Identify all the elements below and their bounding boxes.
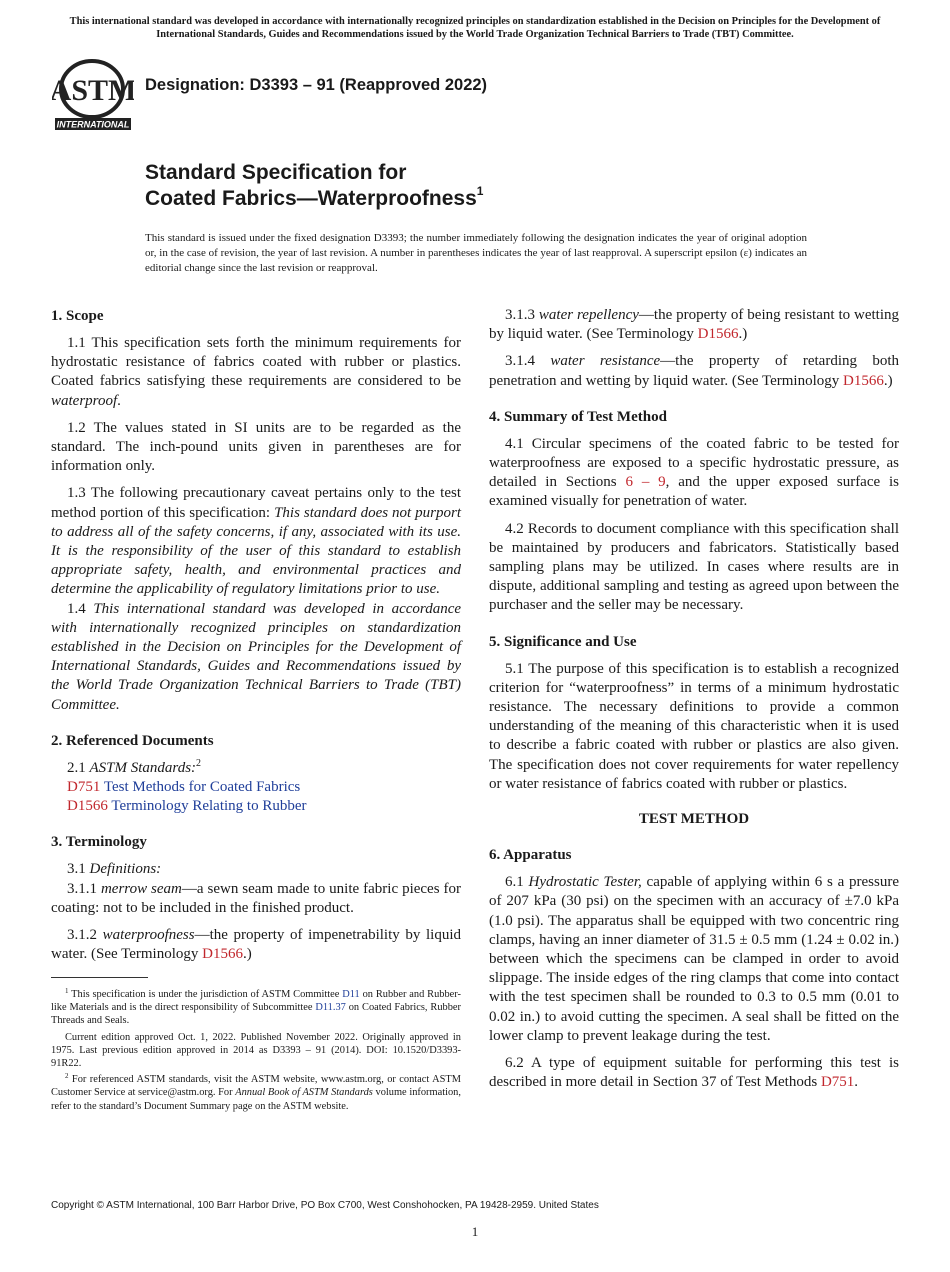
footnote-2: $^2$ For referenced ASTM standards, visit the ASTM website, www.astm.org, or contact ASTM Customer Service at service@astm.org. For Annual Book of ASTM Standards volume information, refer to the standard’s Document Summary page on the ASTM website. bbox=[51, 1072, 461, 1112]
paragraph-4-2: 4.2 Records to document compliance with this specification shall be maintained by producers and fabricators. Statistically based sampling plans may be utilized. In cases where results are in dispute, additional sampling and testing as agreed upon between the purchaser and the seller may be necessary. bbox=[489, 520, 899, 614]
link-d1566[interactable]: D1566 bbox=[202, 946, 243, 963]
paragraph-1-3: 1.3 The following precautionary caveat pertains only to the test method portion of this specification: This standard does not purport to address all of the safety concerns, if any, associated with its use. It is the responsibility of the user of this standard to establish appropriate safety, health, and environmental practices and determine the applicability of regulatory limitations prior to use. bbox=[51, 485, 462, 598]
paragraph-3-1-1: 3.1.1 merrow seam—a sewn seam made to unite fabric pieces for coating: not to be included in the finished product. bbox=[51, 880, 462, 916]
astm-logo-icon bbox=[52, 56, 134, 132]
international-standard-notice: This international standard was developed in accordance with internationally recognized principles on standardization established in the Decision on Principles for the Development of International Standards, Guides and Recommendations issued by the World Trade Organization Technical Barriers to Trade (TBT) Committee. bbox=[69, 16, 881, 40]
footnote-1: $^1$ This specification is under the jurisdiction of ASTM Committee D11 on Rubber and Rubber-like Materials and is the direct responsibility of Subcommittee D11.37 on Coated Fabrics, Rubber Threads and Seals. bbox=[51, 987, 461, 1027]
issued-note: This standard is issued under the fixed designation D3393; the number immediately following the designation indicates the year of original adoption or, in the case of revision, the year of last revision. A number in parentheses indicates the year of last reapproval. A superscript epsilon (ε) indicates an editorial change since the last revision or reapproval. bbox=[145, 232, 807, 274]
left-column bbox=[51, 306, 461, 964]
paragraph-1-2: 1.2 The values stated in SI units are to be regarded as the standard. The inch-pound units given in parentheses are for information only. bbox=[51, 419, 461, 475]
document-title bbox=[145, 160, 483, 212]
paragraph-2-1: 2.1 ASTM Standards:$^2$ bbox=[67, 757, 202, 776]
paragraph-6-1: 6.1 Hydrostatic Tester, capable of applying within 6 s a pressure of 207 kPa (30 psi) on the specimen with an accuracy of ±7.0 kPa (1.0 psi). The apparatus shall be equipped with two concentric ring clamps, having an inner diameter of 31.5 ± 0.5 mm (1.24 ± 0.02 in.) between which the specimens can be clamped in order to avoid slippage. The inside edges of the ring clamps that come into contact with the test specimen shall be rounded to 0.3 to 0.5 mm (0.01 to 0.02 in.) to avoid cutting the specimen. A seal shall be fitted on the lower clamp to prevent leakage during the test. bbox=[489, 874, 899, 1044]
paragraph-5-1: 5.1 The purpose of this specification is to establish a recognized criterion for “waterproofness” in terms of a minimum hydrostatic resistance. The necessary definitions to provide a common understanding of the meaning of this characteristic when it is used to describe a fabric coated with rubber or plastics are also given. The specification does not cover requirements for water repellency or water resistance of fabrics coated with rubber or plastics. bbox=[489, 660, 899, 792]
link-d11-37[interactable]: D11.37 bbox=[315, 1002, 346, 1014]
link-d1566[interactable]: D1566 bbox=[843, 372, 884, 389]
page-number: 1 bbox=[471, 1224, 479, 1239]
link-d1566[interactable]: D1566 bbox=[697, 326, 739, 343]
test-method-heading: TEST METHOD bbox=[638, 811, 750, 828]
footnote-edition: Current edition approved Oct. 1, 2022. Published November 2022. Originally approved in 1975. Last previous edition approved in 2014 as D3393 – 91 (2014). DOI: 10.1520/D3393-91R22. bbox=[51, 1031, 461, 1070]
right-column bbox=[489, 306, 899, 1093]
title-footnote-marker: 1 bbox=[476, 184, 484, 198]
section-heading-summary: 4. Summary of Test Method bbox=[489, 408, 667, 425]
section-heading-significance: 5. Significance and Use bbox=[489, 633, 637, 650]
footnote-divider bbox=[51, 977, 148, 978]
section-heading-apparatus: 6. Apparatus bbox=[489, 847, 572, 864]
title-line-1: Standard Specification for bbox=[145, 161, 407, 184]
logo-subtext: INTERNATIONAL bbox=[56, 119, 130, 130]
paragraph-1-1: 1.1 This specification sets forth the minimum requirements for hydrostatic resistance of fabrics coated with rubber or plastics. Coated fabrics satisfying these requirements are considered to be waterproof. bbox=[51, 335, 461, 409]
paragraph-4-1: 4.1 Circular specimens of the coated fabric to be tested for waterproofness are exposed to a specific hydrostatic pressure, as detailed in Sections 6 – 9, and the upper exposed surface is examined visually for penetration of water. bbox=[489, 435, 899, 510]
logo-text: ASTM bbox=[52, 74, 134, 107]
designation: Designation: D3393 – 91 (Reapproved 2022) bbox=[145, 76, 488, 94]
link-d751[interactable]: D751 bbox=[820, 1074, 855, 1091]
paragraph-3-1-2: 3.1.2 waterproofness—the property of impenetrability by liquid water. (See Terminology D1566.) bbox=[51, 927, 462, 963]
paragraph-3-1-4: 3.1.4 water resistance—the property of retarding both penetration and wetting by liquid water. (See Terminology D1566.) bbox=[489, 353, 900, 389]
reference-d751[interactable]: D751 Test Methods for Coated Fabrics bbox=[67, 779, 301, 796]
paragraph-1-4: 1.4 This international standard was developed in accordance with internationally recognized principles on standardization established in the Decision on Principles for the Development of International Standards, Guides and Recommendations issued by the World Trade Organization Technical Barriers to Trade (TBT) Committee. bbox=[51, 600, 462, 713]
copyright-line: Copyright © ASTM International, 100 Barr Harbor Drive, PO Box C700, West Conshohocken, PA 19428-2959. United States bbox=[51, 1200, 599, 1211]
paragraph-6-2: 6.2 A type of equipment suitable for performing this test is described in more detail in Section 37 of Test Methods D751. bbox=[489, 1055, 899, 1091]
paragraph-3-1-3: 3.1.3 water repellency—the property of being resistant to wetting by liquid water. (See Terminology D1566.) bbox=[489, 307, 900, 343]
section-heading-referenced-documents: 2. Referenced Documents bbox=[51, 732, 214, 749]
reference-d1566[interactable]: D1566 Terminology Relating to Rubber bbox=[67, 798, 307, 815]
section-heading-scope: 1. Scope bbox=[51, 308, 104, 324]
link-sections-6-9[interactable]: 6 – 9 bbox=[625, 474, 666, 491]
section-heading-terminology: 3. Terminology bbox=[51, 834, 147, 851]
paragraph-3-1: 3.1 Definitions: bbox=[67, 861, 162, 878]
title-line-2: Coated Fabrics—Waterproofness bbox=[145, 187, 477, 210]
footnotes bbox=[51, 988, 461, 1116]
link-d11[interactable]: D11 bbox=[342, 989, 360, 1000]
